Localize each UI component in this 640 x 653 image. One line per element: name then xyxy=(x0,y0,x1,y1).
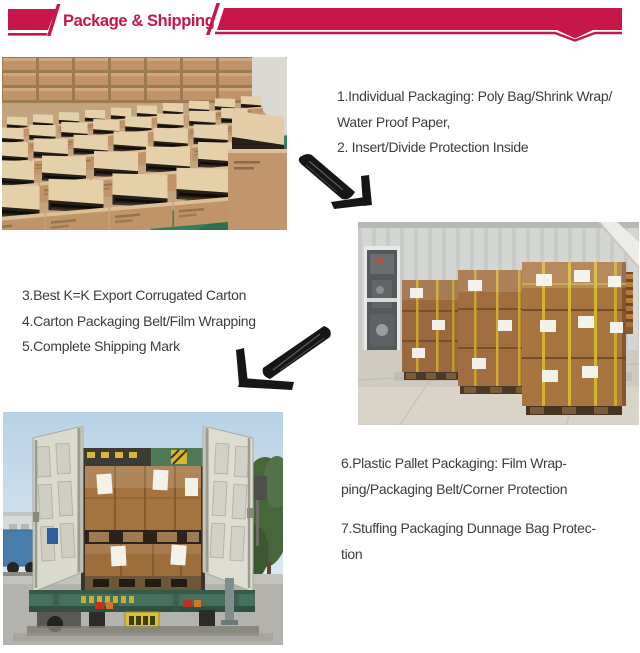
large-open-carton xyxy=(228,111,287,230)
arrow-down-right-icon xyxy=(295,150,380,215)
step-line: ping/Packaging Belt/Corner Protection xyxy=(341,480,568,497)
photo-container-truck xyxy=(3,412,283,645)
carton-stack xyxy=(522,262,626,415)
packaging-steps-6-7 xyxy=(341,451,596,568)
step-line: 5.Complete Shipping Mark xyxy=(22,338,180,355)
step-line: tion xyxy=(341,546,363,563)
step-line: 2. Insert/Divide Protection Inside xyxy=(337,139,529,156)
photo-pallet-cartons xyxy=(358,222,639,425)
step-line: 6.Plastic Pallet Packaging: Film Wrap- xyxy=(341,455,567,471)
packaging-steps-3-5 xyxy=(22,283,256,360)
notice-board xyxy=(364,246,400,354)
step-line: 3.Best K=K Export Corrugated Carton xyxy=(22,287,247,303)
step-line: 1.Individual Packaging: Poly Bag/Shrink Wrap/ xyxy=(337,88,612,104)
container-door-left xyxy=(33,426,83,592)
photo-warehouse-cartons xyxy=(2,57,287,230)
step-line: 7.Stuffing Packaging Dunnage Bag Protec- xyxy=(341,520,596,537)
step-line: Water Proof Paper, xyxy=(337,113,451,130)
container-door-right xyxy=(203,426,253,592)
step-line: 4.Carton Packaging Belt/Film Wrapping xyxy=(22,312,256,329)
step-paragraph xyxy=(341,516,596,567)
section-title: Package & Shipping xyxy=(63,12,215,30)
section-banner xyxy=(0,0,640,50)
container-interior xyxy=(81,448,205,590)
stacked-boxes-background xyxy=(2,57,287,103)
carton-stack xyxy=(402,280,462,380)
arrow-down-left-icon xyxy=(228,326,333,394)
step-paragraph xyxy=(341,451,596,502)
